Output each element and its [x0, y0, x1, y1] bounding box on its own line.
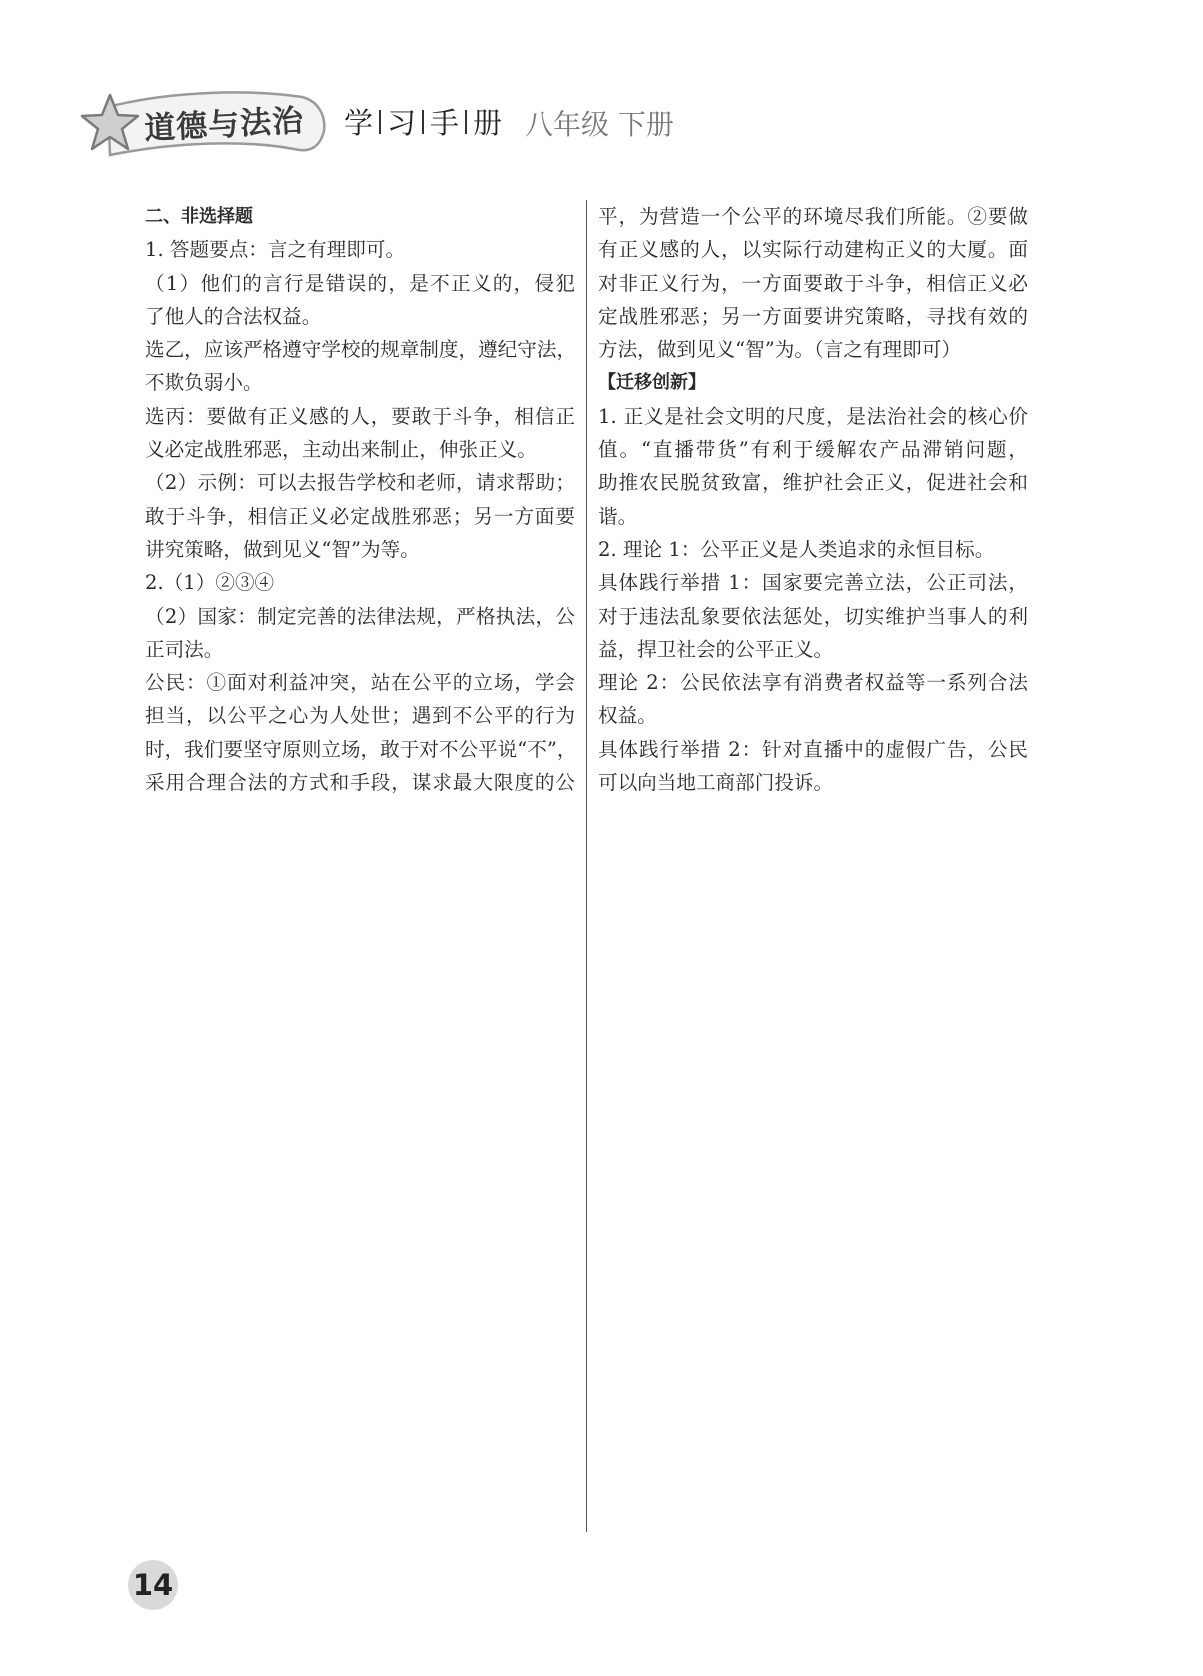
book-title: [344, 101, 502, 142]
text-line: （2）国家：制定完善的法律法规，严格执法，公: [145, 604, 575, 628]
text-line: 了他人的合法权益。: [145, 304, 322, 328]
title-separator: [379, 110, 381, 134]
text-line: 2.（1）②③④: [145, 571, 275, 595]
column-divider: [586, 200, 587, 1532]
left-column: [145, 200, 575, 799]
page-header: [80, 85, 720, 165]
text-line: 1. 答题要点：言之有理即可。: [145, 238, 406, 262]
text-line: 可以向当地工商部门投诉。: [598, 771, 834, 795]
text-line: 不欺负弱小。: [145, 371, 263, 395]
title-separator: [465, 110, 467, 134]
grade-label: 八年级 下册: [525, 108, 674, 141]
text-line: 具体践行举措 2：针对直播中的虚假广告，公民: [598, 737, 1028, 761]
text-line: 担当，以公平之心为人处世；遇到不公平的行为: [145, 704, 575, 728]
text-line: 对非正义行为，一方面要敢于斗争，相信正义必: [598, 271, 1028, 295]
text-line: 选乙，应该严格遵守学校的规章制度，遵纪守法，: [145, 338, 577, 362]
text-line: （2）示例：可以去报告学校和老师，请求帮助；: [145, 471, 575, 495]
text-line: 益，捍卫社会的公平正义。: [598, 637, 834, 661]
text-line: 时，我们要坚守原则立场，敢于对不公平说“不”，: [145, 737, 577, 761]
text-line: 谐。: [598, 504, 638, 528]
text-line: 平，为营造一个公平的环境尽我们所能。②要做: [598, 205, 1028, 228]
book-title-char: 手: [430, 106, 460, 140]
text-line: 敢于斗争，相信正义必定战胜邪恶；另一方面要: [145, 504, 575, 528]
text-line: 选丙：要做有正义感的人，要敢于斗争，相信正: [145, 404, 575, 428]
text-line: （1）他们的言行是错误的，是不正义的，侵犯: [145, 271, 575, 295]
text-line: 正司法。: [145, 637, 224, 661]
book-title-char: 册: [473, 106, 503, 140]
book-title-char: 学: [344, 106, 374, 140]
text-line: 采用合理合法的方式和手段，谋求最大限度的公: [145, 771, 575, 795]
text-line: 对于违法乱象要依法惩处，切实维护当事人的利: [598, 604, 1028, 628]
text-line: 1. 正义是社会文明的尺度，是法治社会的核心价: [598, 404, 1028, 428]
text-line: 义必定战胜邪恶，主动出来制止，伸张正义。: [145, 438, 537, 462]
subject-title: 道德与法治: [143, 102, 306, 148]
text-line: 2. 理论 1：公平正义是人类追求的永恒目标。: [598, 537, 995, 561]
title-separator: [422, 110, 424, 134]
text-line: 具体践行举措 1：国家要完善立法，公正司法，: [598, 571, 1028, 595]
text-line: 权益。: [598, 704, 657, 728]
text-line: 讲究策略，做到见义“智”为等。: [145, 537, 420, 561]
section-heading: 二、非选择题: [145, 206, 253, 227]
text-line: 定战胜邪恶；另一方面要讲究策略，寻找有效的: [598, 304, 1028, 328]
page-number: 14: [128, 1560, 178, 1610]
text-line: 助推农民脱贫致富，维护社会正义，促进社会和: [598, 471, 1028, 495]
section-heading: 【迁移创新】: [598, 372, 706, 394]
text-line: 方法，做到见义“智”为。（言之有理即可）: [598, 338, 961, 362]
text-line: 有正义感的人，以实际行动建构正义的大厦。面: [598, 238, 1028, 262]
text-line: 公民：①面对利益冲突，站在公平的立场，学会: [145, 671, 575, 695]
book-title-char: 习: [387, 106, 417, 140]
right-column: [598, 200, 1028, 799]
text-line: 值。“直播带货”有利于缓解农产品滞销问题，: [598, 438, 1028, 462]
text-line: 理论 2：公民依法享有消费者权益等一系列合法: [598, 671, 1028, 695]
